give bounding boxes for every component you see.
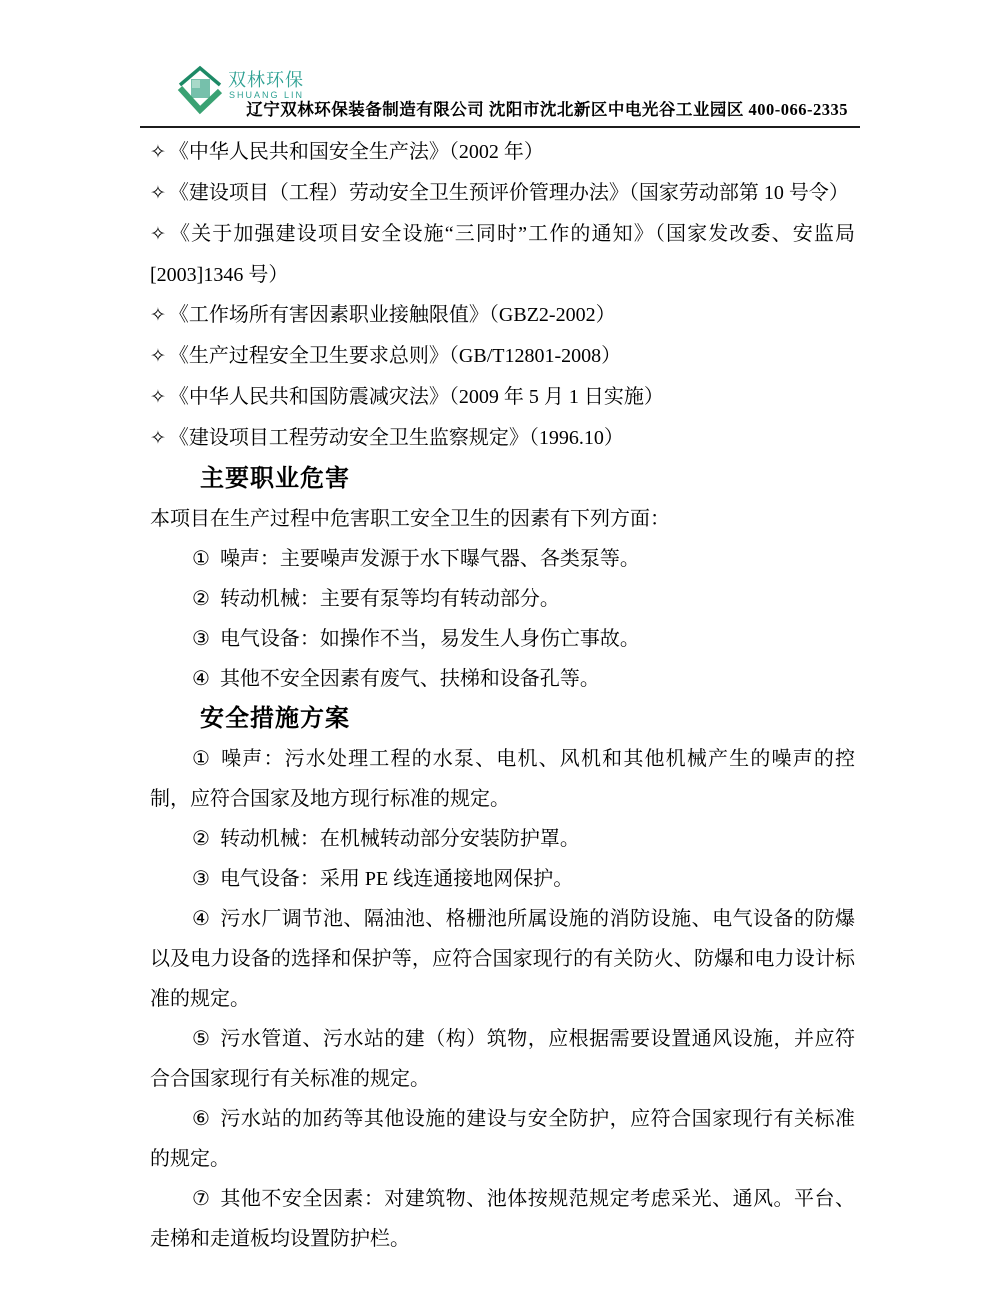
regulation-item [150, 336, 855, 377]
hazard-item [150, 579, 855, 619]
item-text: 污水站的加药等其他设施的建设与安全防护，应符合国家现行有关标准的规定。 [150, 1108, 855, 1170]
item-text: 其他不安全因素有废气、扶梯和设备孔等。 [219, 668, 600, 690]
item-number: ⑥ [192, 1108, 211, 1130]
item-number: ③ [192, 868, 210, 890]
item-number: ① [192, 548, 210, 570]
item-number: ① [192, 748, 212, 770]
item-number: ⑦ [192, 1188, 211, 1210]
regulation-item [150, 377, 855, 418]
company-info: 辽宁双林环保装备制造有限公司 沈阳市沈北新区中电光谷工业园区 400-066-2335 [246, 100, 848, 119]
logo-name-en: SHUANG LIN [228, 90, 304, 100]
diamond-bullet-icon: ✧ [150, 142, 166, 163]
item-number: ④ [192, 908, 211, 930]
logo-name-cn: 双林环保 [228, 70, 304, 90]
regulation-text: 《中华人民共和国安全生产法》（2002 年） [168, 141, 544, 163]
item-text: 噪声：污水处理工程的水泵、电机、风机和其他机械产生的噪声的控制，应符合国家及地方现行标准的规定。 [150, 748, 856, 810]
regulation-text: 《工作场所有害因素职业接触限值》（GBZ2-2002） [168, 304, 616, 326]
measure-item [150, 1019, 855, 1099]
item-text: 转动机械：主要有泵等均有转动部分。 [219, 588, 560, 610]
document-body [150, 132, 855, 1259]
regulation-text: 《中华人民共和国防震减灾法》（2009 年 5 月 1 日实施） [168, 386, 664, 408]
item-number: ② [192, 588, 210, 610]
item-text: 污水管道、污水站的建（构）筑物，应根据需要设置通风设施，并应符合合国家现行有关标准的规定。 [150, 1028, 855, 1090]
item-number: ⑤ [192, 1028, 211, 1050]
item-number: ④ [192, 668, 210, 690]
measure-item [150, 1099, 855, 1179]
measure-item [150, 899, 855, 1019]
item-text: 电气设备：如操作不当，易发生人身伤亡事故。 [219, 628, 640, 650]
measure-item [150, 739, 855, 819]
diamond-bullet-icon: ✧ [150, 183, 166, 204]
item-text: 电气设备：采用 PE 线连通接地网保护。 [219, 868, 574, 890]
measure-item [150, 859, 855, 899]
regulation-item [150, 418, 855, 459]
section-intro: 本项目在生产过程中危害职工安全卫生的因素有下列方面： [150, 508, 670, 530]
page-header [140, 62, 860, 128]
regulation-item [150, 173, 855, 214]
diamond-bullet-icon: ✧ [150, 346, 166, 367]
hazard-item [150, 539, 855, 579]
regulation-text: 《生产过程安全卫生要求总则》（GB/T12801-2008） [168, 345, 622, 367]
regulation-text: 《关于加强建设项目安全设施“三同时”工作的通知》（国家发改委、安监局[2003]1346 号） [150, 223, 855, 286]
measure-item [150, 1179, 855, 1259]
regulation-text: 《建设项目工程劳动安全卫生监察规定》（1996.10） [168, 427, 624, 449]
diamond-bullet-icon: ✧ [150, 305, 166, 326]
item-text: 转动机械：在机械转动部分安装防护罩。 [219, 828, 580, 850]
hazard-item [150, 659, 855, 699]
regulation-item [150, 214, 855, 295]
diamond-bullet-icon: ✧ [150, 428, 166, 449]
item-text: 污水厂调节池、隔油池、格栅池所属设施的消防设施、电气设备的防爆以及电力设备的选择和保护等，应符合国家现行的有关防火、防爆和电力设计标准的规定。 [150, 908, 855, 1010]
section-title-hazards: 主要职业危害 [200, 465, 350, 492]
diamond-bullet-icon: ✧ [150, 387, 166, 408]
regulation-text: 《建设项目（工程）劳动安全卫生预评价管理办法》（国家劳动部第 10 号令） [168, 182, 849, 204]
hazard-item [150, 619, 855, 659]
diamond-bullet-icon: ✧ [150, 224, 166, 245]
item-text: 其他不安全因素：对建筑物、池体按规范规定考虑采光、通风。平台、走梯和走道板均设置防护栏。 [150, 1188, 855, 1250]
item-text: 噪声：主要噪声发源于水下曝气器、各类泵等。 [219, 548, 640, 570]
logo-mark-icon [176, 64, 224, 116]
regulation-item [150, 295, 855, 336]
regulation-item [150, 132, 855, 173]
section-title-safety-measures: 安全措施方案 [200, 705, 350, 732]
item-number: ③ [192, 628, 210, 650]
item-number: ② [192, 828, 210, 850]
measure-item [150, 819, 855, 859]
